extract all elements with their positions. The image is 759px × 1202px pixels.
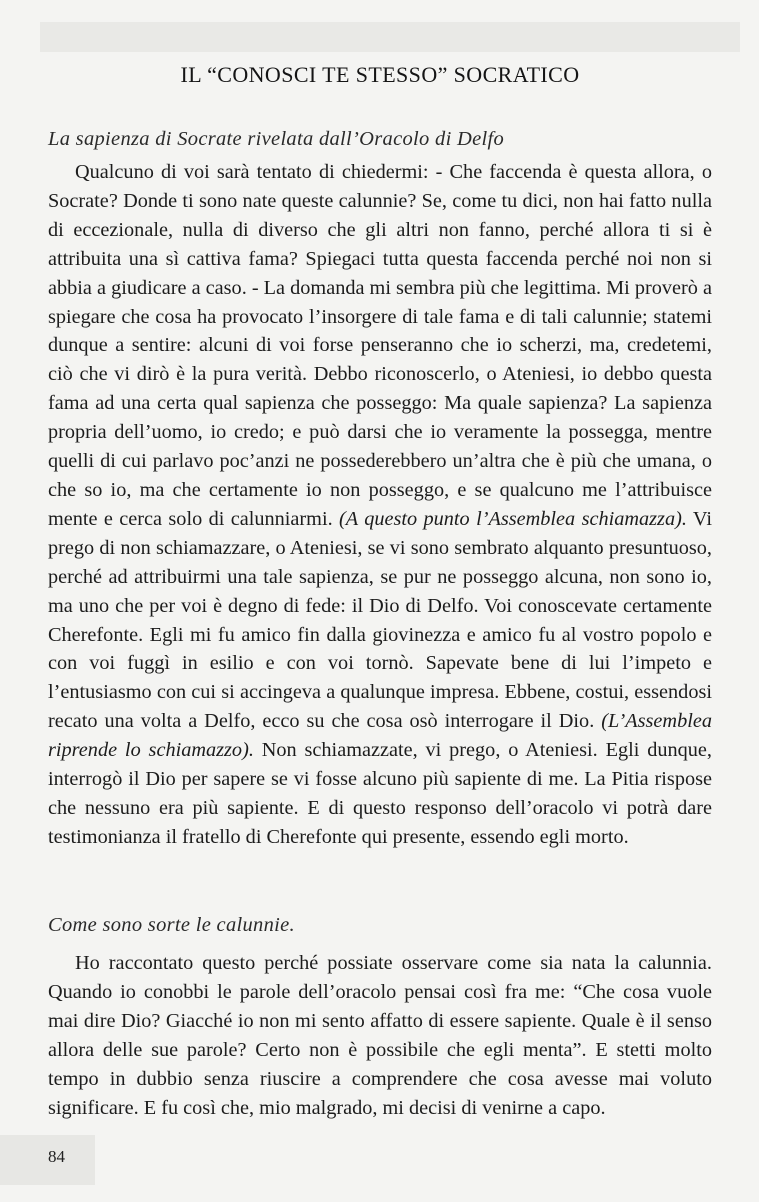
paragraph-text: Vi prego di non schiamazzare, o Ateniesi, se vi sono sembrato alquanto presuntuoso, perché ad attribuirmi una tale sapienza, se pur ne posseggo alcuna, non sono io, ma uno che per voi è degno di fede: il Dio di Delfo. Voi conoscevate certamente Cherefonte. Egli mi fu amico fin dalla giovinezza e amico fu al vostro popolo e con voi fuggì in esilio e con voi tornò. Sapevate bene di lui l’impeto e l’entusiasmo con cui si accingeva a qualunque impresa. Ebbene, costui, essendosi recato una volta a Delfo, ecco su che cosa osò interrogare il Dio. xyxy=(48,507,712,733)
scan-shadow-top xyxy=(40,22,740,52)
section-heading-oracle: La sapienza di Socrate rivelata dall’Oracolo di Delfo xyxy=(48,128,505,150)
paragraph-text: Ho raccontato questo perché possiate osservare come sia nata la calunnia. Quando io conobbi le parole dell’oracolo pensai così fra me: “Che cosa vuole mai dire Dio? Giacché io non mi sento affatto di essere sapiente. Quale è il senso allora delle sue parole? Certo non è possibile che egli menta”. E stetti molto tempo in dubbio senza riuscire a comprendere che cosa avesse mai voluto significare. E fu così che, mio malgrado, mi decisi di venirne a capo. xyxy=(48,952,712,1119)
stage-direction: (L’Assemblea riprende lo schiamazzo). xyxy=(48,710,712,762)
chapter-title: IL “CONOSCI TE STESSO” SOCRATICO xyxy=(180,62,580,87)
paragraph-text: Non schiamazzate, vi prego, o Ateniesi. Egli dunque, interrogò il Dio per sapere se vi fosse alcuno più sapiente di me. La Pitia rispose che nessuno era più sapiente. E di questo responso dell’oracolo vi potrà dare testimonianza il fratello di Cherefonte qui presente, essendo egli morto. xyxy=(48,739,712,848)
paragraph-text: Qualcuno di voi sarà tentato di chiedermi: - Che faccenda è questa allora, o Socrate? Donde ti sono nate queste calunnie? Se, come tu dici, non hai fatto nulla di eccezionale, nulla di diverso che gli altri non fanno, perché allora ti si è attribuita una sì cattiva fama? Spiegaci tutta questa faccenda perché noi non si abbia a giudicare a caso. - La domanda mi sembra più che legittima. Mi proverò a spiegare che cosa ha provocato l’insorgere di tale fama e di tali calunnie; statemi dunque a sentire: alcuni di voi forse penseranno che io scherzi, ma, credetemi, ciò che vi dirò è la pura verità. Debbo riconoscerlo, o Ateniesi, io debbo questa fama ad una certa qual sapienza che posseggo: Ma quale sapienza? La sapienza propria dell’uomo, io credo; e può darsi che io veramente la possegga, mentre quelli di cui parlavo poc’anzi ne possederebbero un’altra che è più che umana, o che so io, ma che certamente io non posseggo, e se qualcuno me l’attribuisce mente e cerca solo di calunniarmi. xyxy=(48,161,712,530)
paragraph-calumnies xyxy=(48,949,712,1122)
paragraph-oracle xyxy=(48,158,712,852)
section-heading-calumnies: Come sono sorte le calunnie. xyxy=(48,914,295,936)
stage-direction: (A questo punto l’Assemblea schiamazza). xyxy=(339,507,687,530)
page-number: 84 xyxy=(48,1147,65,1166)
